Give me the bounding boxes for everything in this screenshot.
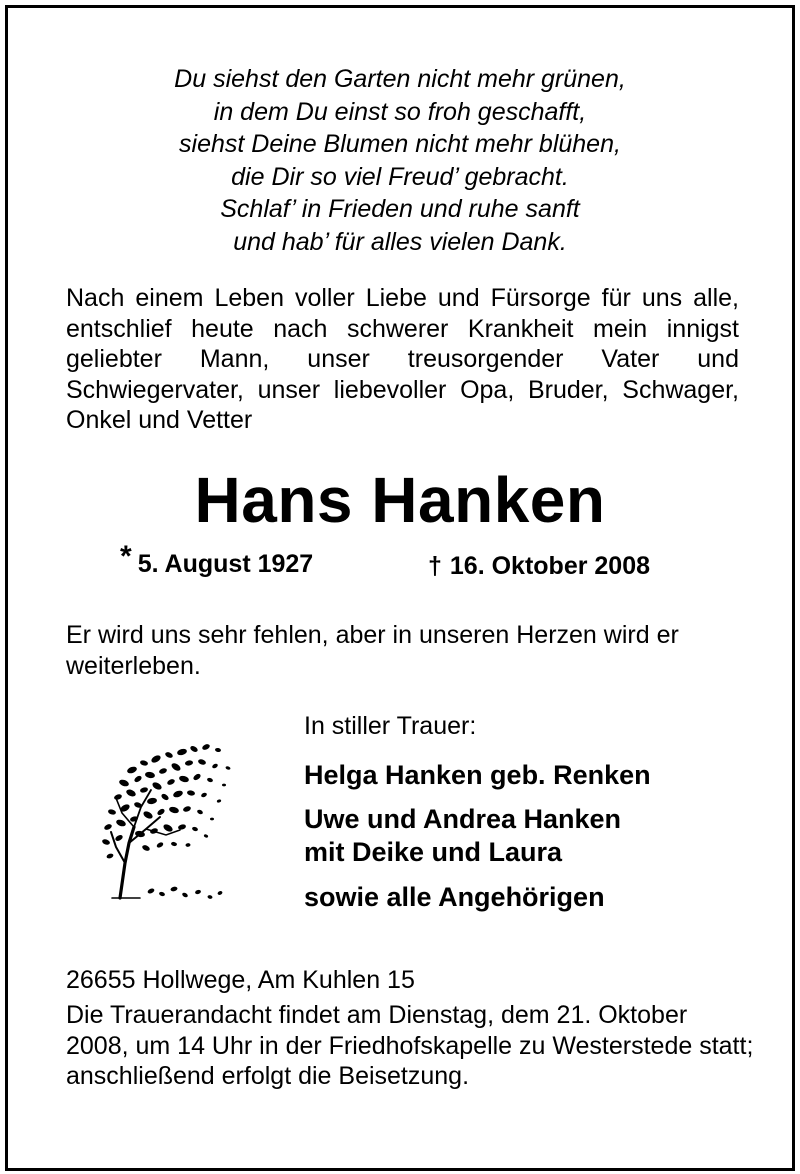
mourner-relatives: sowie alle Angehörigen <box>304 882 605 912</box>
service-paragraph: Die Trauerandacht findet am Dienstag, dem 21. Oktober 2008, um 14 Uhr in der Friedhofskapelle zu Westerstede statt; anschließend erfolgt die Beisetzung. <box>66 1001 754 1090</box>
closing-paragraph: Er wird uns sehr fehlen, aber in unseren Herzen wird er weiterleben. <box>66 621 679 680</box>
mourners-label: In stiller Trauer: <box>304 712 477 740</box>
birth-date: 5. August 1927 <box>137 550 314 578</box>
deceased-name: Hans Hanken <box>194 464 606 536</box>
poem-line: Schlaf’ in Frieden und ruhe sanft <box>220 195 580 223</box>
mourner-son-couple: Uwe und Andrea Hanken <box>304 804 622 834</box>
poem-line: Du siehst den Garten nicht mehr grünen, <box>174 65 626 93</box>
death-cross-symbol: † <box>428 552 442 580</box>
mourner-wife: Helga Hanken geb. Renken <box>304 760 651 790</box>
birth-line <box>120 540 314 579</box>
poem <box>8 63 792 258</box>
address: 26655 Hollwege, Am Kuhlen 15 <box>66 966 415 994</box>
poem-line: siehst Deine Blumen nicht mehr blühen, <box>179 130 621 158</box>
obituary-notice <box>5 5 795 1171</box>
birth-star-symbol: * <box>120 540 132 573</box>
death-date: 16. Oktober 2008 <box>449 552 651 580</box>
windswept-tree-icon <box>94 735 234 905</box>
intro-paragraph: Nach einem Leben voller Liebe und Fürsorge für uns alle, entschlief heute nach schwerer Krankheit mein innigst geliebter Mann, unser treusorgender Vater und Schwiegervater, unser liebevoller Opa, Bruder, Schwager, Onkel und Vetter <box>66 284 739 434</box>
death-line <box>428 551 650 581</box>
poem-line: in dem Du einst so froh geschafft, <box>213 97 587 126</box>
mourner-grandchildren: mit Deike und Laura <box>304 837 563 867</box>
poem-line: die Dir so viel Freud’ gebracht. <box>231 162 569 191</box>
mourner-family <box>304 803 621 869</box>
poem-line: und hab’ für alles vielen Dank. <box>233 227 567 256</box>
